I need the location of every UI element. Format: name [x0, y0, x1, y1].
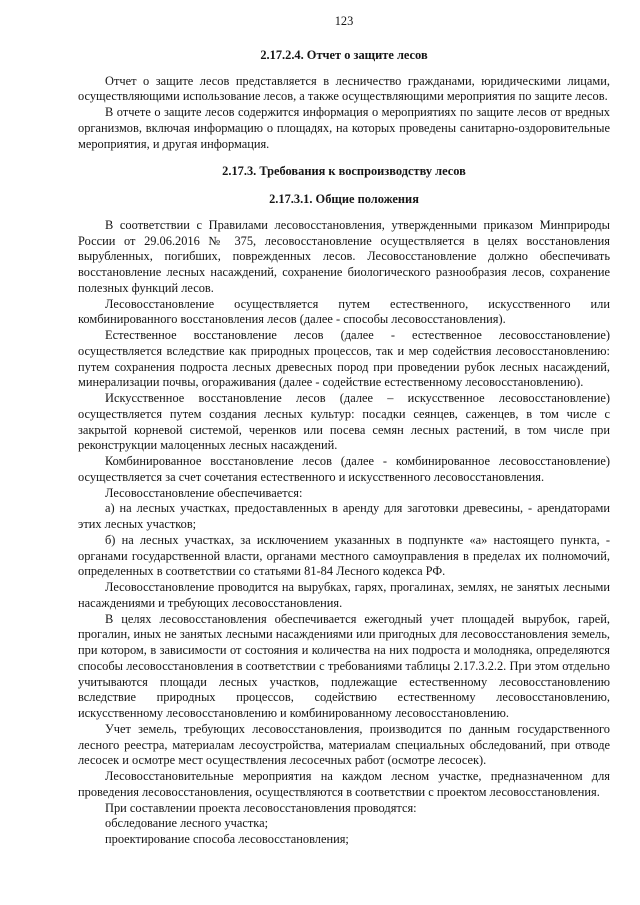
- page-number: 123: [334, 14, 354, 28]
- section-heading-general-provisions: 2.17.3.1. Общие положения: [269, 192, 419, 206]
- paragraph: Отчет о защите лесов представляется в лесничество гражданами, юридическими лицами, осуществляющими использование лесов, а также осуществляющими мероприятия по защите лесов.: [78, 73, 610, 104]
- paragraph: Учет земель, требующих лесовосстановления, производится по данным государственного лесного реестра, материалам лесоустройства, материалам специальных обследований, при отводе лесосек и осмотре мест осуществления лесосечных работ (осмотре лесосек).: [78, 721, 610, 768]
- list-item: проектирование способа лесовосстановления;: [105, 832, 349, 846]
- paragraph: Лесовосстановление осуществляется путем естественного, искусственного или комбинированного восстановления лесов (далее - способы лесовосстановления).: [78, 296, 610, 327]
- paragraph: В соответствии с Правилами лесовосстановления, утвержденными приказом Минприроды России от 29.06.2016 № 375, лесовосстановление осуществляется в целях восстановления вырубленных, погибших, поврежденных лесов. Лесовосстановление должно обеспечивать восстановление лесных насаждений, сохранение биологического разнообразия лесов, сохранение полезных функций лесов.: [78, 217, 610, 295]
- paragraph: Лесовосстановление проводится на вырубках, гарях, прогалинах, землях, не занятых лесными насаждениями и требующих лесовосстановления.: [78, 580, 610, 610]
- paragraph: В отчете о защите лесов содержится информация о мероприятиях по защите лесов от вредных организмов, включая информацию о площадях, на которых проведены санитарно-оздоровительные мероприятия, и другая информация.: [78, 105, 610, 151]
- paragraph: Комбинированное восстановление лесов (далее - комбинированное лесовосстановление) осуществляется за счет сочетания естественного и искусственного лесовосстановления.: [78, 454, 610, 484]
- section-heading-reforestation-requirements: 2.17.3. Требования к воспроизводству лесов: [222, 164, 466, 179]
- list-item: обследование лесного участка;: [105, 816, 269, 831]
- paragraph: Искусственное восстановление лесов (далее – искусственное лесовосстановление) осуществляется путем создания лесных культур: посадки сеянцев, саженцев, в том числе с закрытой корневой системой, черенков или посева семян лесных растений, в том числе при реконструкции малоценных лесных насаждений.: [78, 391, 610, 453]
- paragraph: Естественное восстановление лесов (далее - естественное лесовосстановление) осуществляется вследствие как природных процессов, так и мер содействия лесовосстановлению: путем сохранения подроста лесных древесных пород при проведении рубок лесных насаждений, минерализации почвы, огораживания (далее - содействие естественному лесовосстановлению).: [78, 328, 610, 390]
- list-item-b: б) на лесных участках, за исключением указанных в подпункте «а» настоящего пункта, - органами государственной власти, органами местного самоуправления в пределах их полномочий, определенных в соответствии со статьями 81-84 Лесного кодекса РФ.: [78, 532, 610, 579]
- paragraph: В целях лесовосстановления обеспечивается ежегодный учет площадей вырубок, гарей, прогалин, иных не занятых лесными насаждениями или пригодных для лесовосстановления земель, при котором, в зависимости от состояния и количества на них подроста и молодняка, определяются способы лесовосстановления в соответствии с требованиями таблицы 2.17.3.2.2. При этом отдельно учитываются площади лесных участков, подлежащие естественному лесовосстановлению вследствие природных процессов, содействию естественному лесовосстановлению, искусственному лесовосстановлению и комбинированному лесовосстановлению.: [78, 611, 610, 720]
- section-heading-forest-protection-report: 2.17.2.4. Отчет о защите лесов: [260, 47, 428, 62]
- paragraph: При составлении проекта лесовосстановления проводятся:: [105, 800, 417, 815]
- paragraph: Лесовосстановление обеспечивается:: [105, 485, 303, 500]
- list-item-a: а) на лесных участках, предоставленных в аренду для заготовки древесины, - арендаторами этих лесных участков;: [78, 501, 610, 531]
- paragraph: Лесовосстановительные мероприятия на каждом лесном участке, предназначенном для проведения лесовосстановления, осуществляются в соответствии с проектом лесовосстановления.: [78, 769, 610, 799]
